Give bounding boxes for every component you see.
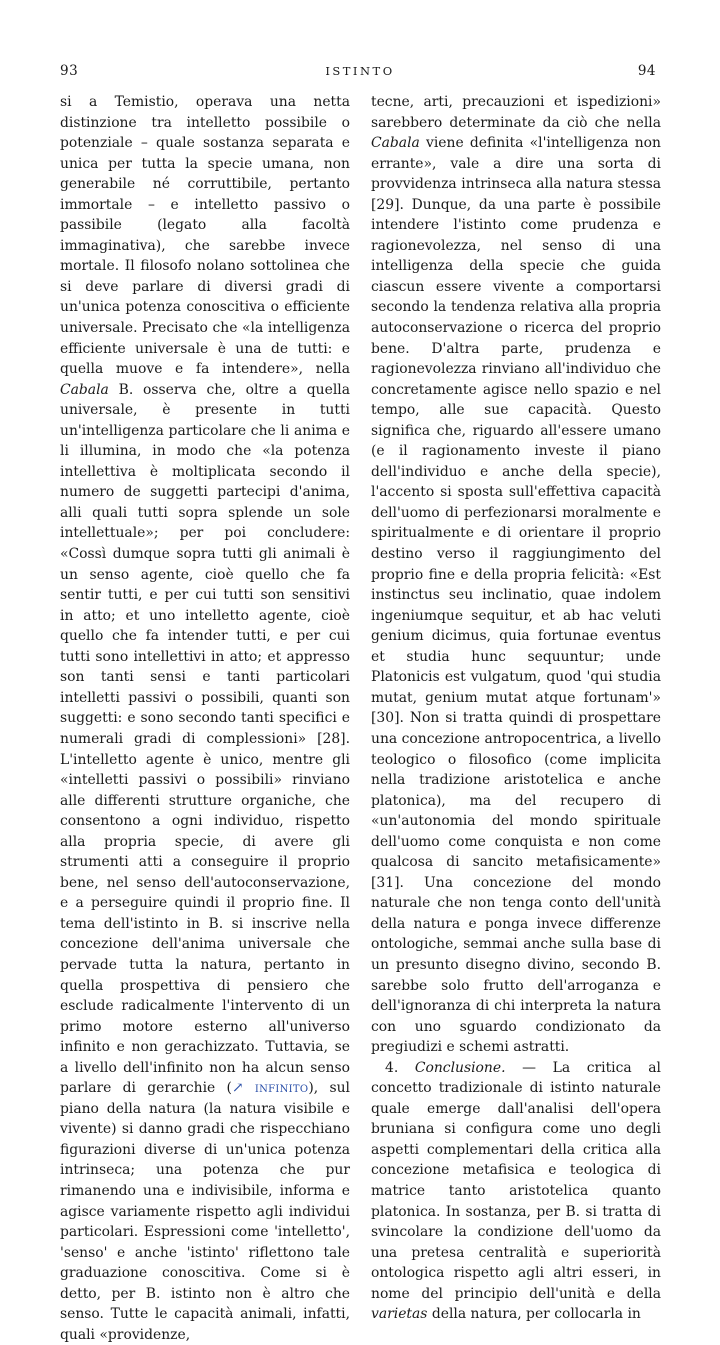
body-paragraph	[60, 92, 350, 1345]
body-paragraph	[371, 92, 661, 1058]
section-number: 4.	[385, 1059, 415, 1076]
section-heading: Conclusione.	[414, 1059, 506, 1076]
right-column	[371, 92, 661, 1325]
cross-reference-link[interactable]: infinito	[254, 1080, 309, 1097]
page-header	[0, 63, 720, 83]
text-run: ), sul piano della natura (la natura visibile e vivente) si danno gradi che rispecchiano figurazioni diverse di un'unica potenza intrinseca; una potenza che pur rimanendo una e indivisibile, informa e agisce variamente rispetto agli individui particolari. Espressioni come 'intelletto', 'senso' e anche 'istinto' riflettono tale graduazione conoscitiva. Come si è detto, per B. istinto non è altro che senso. Tutte le capacità animali, infatti, quali «providenze,	[60, 1080, 350, 1343]
page-number-left: 93	[60, 63, 79, 79]
text-run: viene definita «l'intelligenza non errante», vale a dire una sorta di provvidenza intrinseca alla natura stessa [29]. Dunque, da una parte è possibile intendere l'istinto come prudenza e ragionevolezza, nel senso di una intelligenza della specie che guida ciascun essere vivente a comportarsi secondo la tendenza relativa alla propria autoconservazione o ricerca del proprio bene. D'altra parte, prudenza e ragionevolezza rinviano all'individuo che concretamente agisce nello spazio e nel tempo, alle sue capacità. Questo significa che, riguardo all'essere umano (e il ragionamento investe il piano dell'individuo e anche della specie), l'accento si sposta sull'effettiva capacità dell'uomo di perfezionarsi moralmente e spiritualmente e di orientare il proprio destino verso il raggiungimento del proprio fine e della propria felicità: «Est instinctus seu inclinatio, quae indolem ingeniumque sequitur, et ab hac veluti genium dicimus, quia fortunae eventus et studia hunc sequuntur; unde Platonicis est vulgatum, quod 'qui studia mutat, genium mutat atque fortunam'» [30]. Non si tratta quindi di prospettare una concezione antropocentrica, a livello teologico o filosofico (come implicita nella tradizione aristotelica e anche platonica), ma del recupero di «un'autonomia del mondo spirituale dell'uomo come conquista e non come qualcosa di sancito metafisicamente» [31]. Una concezione del mondo naturale che non tenga conto dell'unità della natura e ponga invece differenze ontologiche, semmai anche sulla base di un presunto disegno divino, secondo B. sarebbe solo frutto dell'arroganza e dell'ignoranza di chi interpreta la natura con uno sguardo condizionato da pregiudizi e schemi astratti.	[371, 135, 661, 1056]
text-run: B. osserva che, oltre a quella universale, è presente in tutti un'intelligenza particolare che li anima e li illumina, in modo che «la potenza intellettiva è moltiplicata secondo il numero de suggetti partecipi d'anima, alli quali tutti sopra splende un sole intellettuale»; per poi concludere: «Cossì dumque sopra tutti gli animali è un senso agente, cioè quello che fa sentir tutti, e per cui tutti son sensitivi in atto; et uno intelletto agente, cioè quello che fa intender tutti, e per cui tutti sono intellettivi in atto; et appresso son tanti sensi e tanti particolari intelletti passivi o possibili, quanti son suggetti: e sono secondo tanti specifici e numerali gradi di complessioni» [28]. L'intelletto agente è unico, mentre gli «intelletti passivi o possibili» rinviano alle differenti strutture organiche, che consentono a ogni individuo, rispetto alla propria specie, di avere gli strumenti atti a conseguire il proprio bene, nel senso dell'autoconservazione, e a perseguire quindi il proprio fine. Il tema dell'istinto in B. si inscrive nella concezione dell'anima universale che pervade tutta la natura, pertanto in quella prospettiva di pensiero che esclude radicalmente l'intervento di un primo motore esterno all'universo infinito e non gerachizzato. Tuttavia, se a livello dell'infinito non ha alcun senso parlare di gerarchie (	[60, 381, 350, 1097]
text-run: tecne, arti, precauzioni et ispedizioni» sarebbero determinate da ciò che nella	[371, 94, 661, 131]
section-paragraph	[371, 1058, 661, 1325]
text-run: si a Temistio, operava una netta distinzione tra intelletto possibile o potenziale – quale sostanza separata e unica per tutta la specie umana, non generabile né corruttibile, pertanto immortale – e intelletto passivo o passibile (legato alla facoltà immaginativa), che sarebbe invece mortale. Il filosofo nolano sottolinea che si deve parlare di diversi gradi di un'unica potenza conoscitiva o efficiente universale. Precisato che «la intelligenza efficiente universale è una de tutti: e quella muove e fa intendere», nella	[60, 94, 350, 378]
text-run: della natura, per collocarla in	[427, 1306, 641, 1323]
left-column	[60, 92, 350, 1345]
italic-title: Cabala	[371, 135, 420, 152]
running-head: ISTINTO	[325, 64, 395, 78]
italic-title: Cabala	[60, 381, 109, 398]
cross-reference-arrow-icon: ↗	[231, 1080, 244, 1097]
text-run: — La critica al concetto tradizionale di istinto naturale quale emerge dall'analisi dell'opera bruniana si configura come uno degli aspetti complementari della critica alla concezione metafisica e teologica di matrice tanto aristotelica quanto platonica. In sostanza, per B. si tratta di svincolare la condizione dell'uomo da una pretesa centralità e superiorità ontologica rispetto agli altri esseri, in nome del principio dell'unità e della	[371, 1059, 662, 1302]
page-number-right: 94	[637, 63, 656, 79]
italic-term: varietas	[371, 1306, 428, 1323]
